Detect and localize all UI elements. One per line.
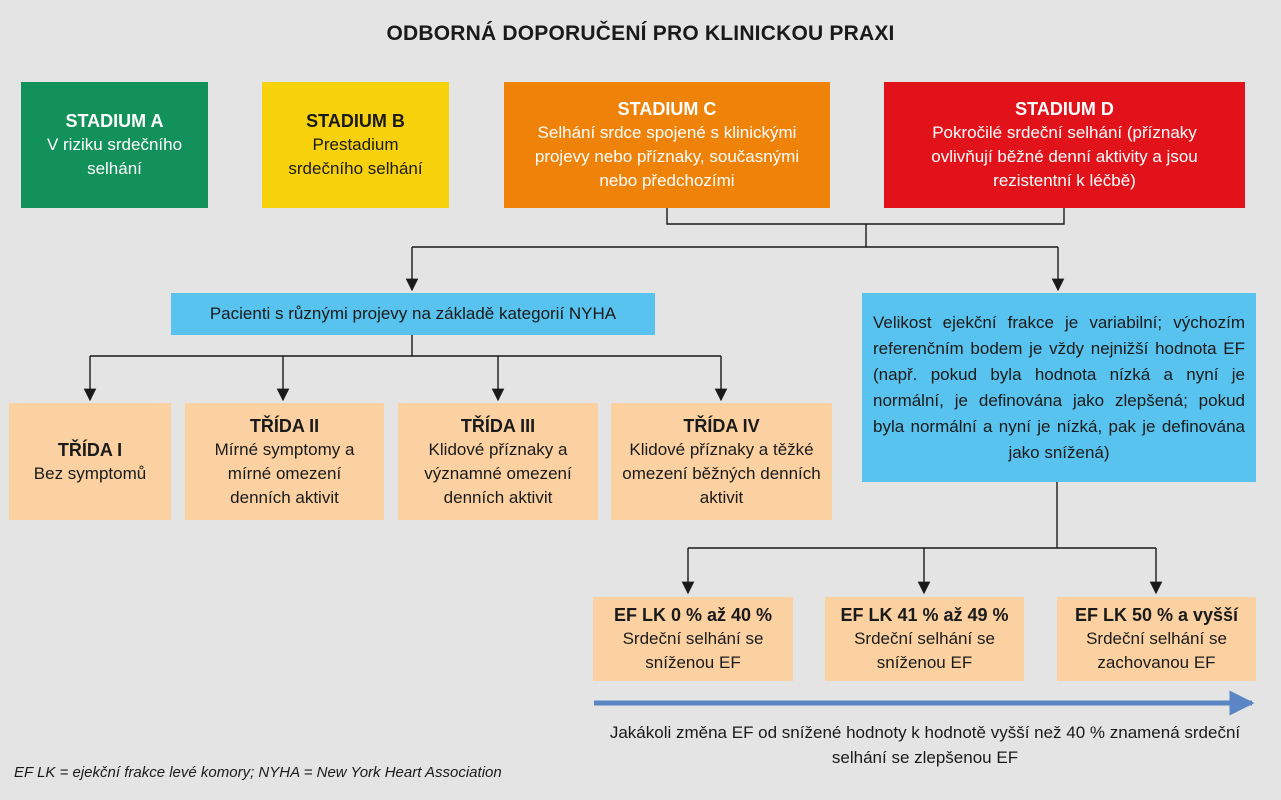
ef-info-box	[862, 293, 1256, 482]
stage-d-label: STADIUM D	[1015, 99, 1114, 119]
stage-d-desc: Pokročilé srdeční selhání (příznaky ovlivňují běžné denní aktivity a jsou rezistentní k léčbě)	[931, 123, 1198, 190]
stage-b-box	[262, 82, 449, 208]
diagram-title: ODBORNÁ DOPORUČENÍ PRO KLINICKOU PRAXI	[386, 22, 895, 45]
footnote: EF LK = ejekční frakce levé komory; NYHA = New York Heart Association	[14, 764, 502, 781]
ef-info-text: Velikost ejekční frakce je variabilní; výchozím referenčním bodem je vždy nejnižší hodnota EF (např. pokud byla hodnota nízká a nyní je normální, je definována jako zlepšená; pokud byla normální a nyní je nízká, pak je definována jako snížená)	[873, 312, 1245, 462]
stage-b-label: STADIUM B	[306, 111, 405, 131]
stage-c-desc: Selhání srdce spojené s klinickými projevy nebo příznaky, současnými nebo předchozími	[534, 123, 800, 190]
improved-ef-note: Jakákoli změna EF od snížené hodnoty k hodnotě vyšší než 40 % znamená srdeční selhání se zlepšenou EF	[609, 723, 1241, 767]
stage-a-desc: V riziku srdečního selhání	[46, 135, 183, 178]
stage-d-box	[884, 82, 1245, 208]
class-4-label: TŘÍDA IV	[683, 415, 760, 436]
stage-a-box	[21, 82, 208, 208]
ef-group-2-label: EF LK 41 % až 49 %	[840, 605, 1009, 625]
stage-a-label: STADIUM A	[65, 111, 164, 131]
nyha-box-text: Pacienti s různými projevy na základě kategorií NYHA	[209, 304, 617, 323]
stage-b-desc: Prestadium srdečního selhání	[288, 135, 423, 178]
class-2-desc: Mírné symptomy a mírné omezení denních aktivit	[214, 439, 355, 507]
ef-group-1-box	[593, 597, 793, 681]
ef-group-1-label: EF LK 0 % až 40 %	[613, 605, 773, 625]
class-1-desc: Bez symptomů	[33, 463, 147, 483]
class-3-box	[398, 403, 598, 520]
ef-group-3-desc: Srdeční selhání se zachovanou EF	[1086, 629, 1227, 672]
ef-group-3-label: EF LK 50 % a vyšší	[1074, 605, 1239, 625]
connector-stage-c	[667, 208, 866, 224]
ef-group-1-desc: Srdeční selhání se sníženou EF	[622, 629, 764, 672]
stage-c-label: STADIUM C	[617, 99, 717, 119]
class-3-desc: Klidové příznaky a významné omezení denních aktivit	[424, 439, 572, 507]
ef-group-2-desc: Srdeční selhání se sníženou EF	[854, 629, 995, 672]
ef-group-2-box	[825, 597, 1024, 681]
class-2-box	[185, 403, 384, 520]
class-1-box	[9, 403, 171, 520]
class-3-label: TŘÍDA III	[460, 415, 536, 436]
class-4-box	[611, 403, 832, 520]
stage-c-box	[504, 82, 830, 208]
ef-group-3-box	[1057, 597, 1256, 681]
class-2-label: TŘÍDA II	[249, 415, 320, 436]
connector-stage-d	[866, 208, 1064, 224]
class-1-label: TŘÍDA I	[57, 439, 123, 460]
class-4-desc: Klidové příznaky a těžké omezení běžných denních aktivit	[622, 439, 821, 507]
nyha-box	[171, 293, 655, 335]
